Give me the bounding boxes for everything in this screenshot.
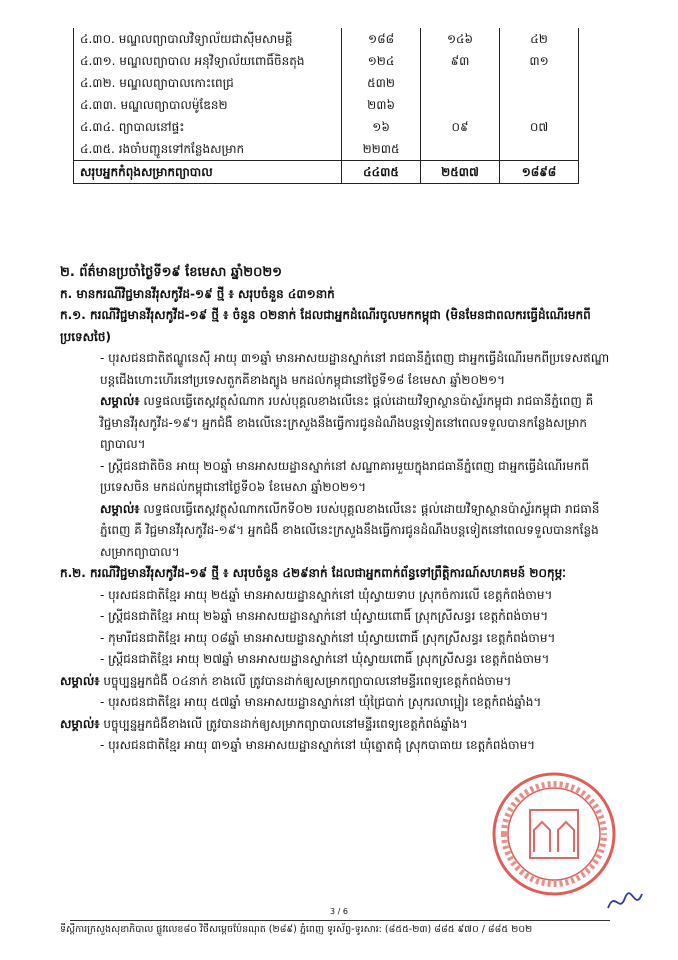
count-cell: ២៣៦	[342, 94, 421, 116]
table-row	[74, 138, 579, 161]
count-cell	[421, 138, 500, 161]
total-count-cell: ២៥៣៧	[421, 161, 500, 184]
table-row	[74, 116, 579, 138]
table-row	[74, 72, 579, 94]
count-cell: ២២៣៥	[342, 138, 421, 161]
case-line: - កុមារីជនជាតិខ្មែរ អាយុ ០៨ឆ្នាំ មានអាសយដ្ឋានស្នាក់នៅ ឃុំស្វាយពោធិ៍ ស្រុកស្រីសន្ធរ ខេត្តកំពង់ចាម។	[100, 630, 556, 645]
note-text: លទ្ធផលធ្វើតេស្តវត្ថុសំណាក របស់បុគ្គលខាងលើនេះ ផ្តល់ដោយវិទ្យាស្ថានប៉ាស្ទ័រកម្ពុជា រាជធានីភ្នំពេញ គឺ វិជ្ជមានវីរុសកូវីដ-១៩។ អ្នកជំងឺ ខាងលើនេះក្រសួងនឹងធ្វើការជូនដំណឹងបន្តទៀតនៅពេលទទួលបានកន្លែងសម្រាកព្យាបាល។	[100, 394, 594, 451]
count-cell	[421, 72, 500, 94]
count-cell: ៥៣២	[342, 72, 421, 94]
official-seal-stamp	[490, 770, 618, 898]
total-label-cell: សរុបអ្នកកំពុងសម្រាកព្យាបាល	[74, 161, 342, 184]
count-cell: ៩៣	[421, 50, 500, 72]
note-paragraph	[60, 499, 626, 564]
note-label: សម្គាល់៖	[100, 394, 140, 408]
total-count-cell: ៤៤៣៥	[342, 161, 421, 184]
total-count-cell: ១៨៩៨	[500, 161, 579, 184]
table-row	[74, 28, 579, 50]
case-paragraph: - បុរសជនជាតិឥណ្ឌូនេស៊ី អាយុ ៣១ឆ្នាំ មានអាសយដ្ឋានស្នាក់នៅ រាជធានីភ្នំពេញ ជាអ្នកធ្វើដំណើរមកពីប្រទេសឥណ្ឌា បន្តជើងហោះហើរនៅប្រទេសតួកគីខាងត្បូង មកដល់កម្ពុជានៅថ្ងៃទី១៨ ខែមេសា ឆ្នាំ២០២១។	[100, 351, 610, 387]
count-cell	[500, 94, 579, 116]
center-name-cell: ៤.៣១. មណ្ឌលព្យាបាល អនុវិទ្យាល័យពោធិ៍ចិនតុង	[74, 50, 342, 72]
count-cell: ១៤៦	[421, 28, 500, 50]
treatment-centers-table	[73, 28, 579, 184]
center-name-cell: ៤.៣៤. ព្យាបាលនៅផ្ទះ	[74, 116, 342, 138]
count-cell: ១៦	[342, 116, 421, 138]
count-cell	[500, 72, 579, 94]
note-label: សម្គាល់៖	[100, 501, 140, 516]
footer-divider	[70, 920, 610, 921]
section-heading: ២. ព័ត៌មានប្រចាំថ្ងៃទី១៩ ខែមេសា ឆ្នាំ២០២១	[60, 265, 283, 280]
note-paragraph	[60, 671, 626, 693]
count-cell: ១២៤	[342, 50, 421, 72]
count-cell: ០៩	[421, 116, 500, 138]
count-cell: ១៨៨	[342, 28, 421, 50]
subsection-heading-k1: ក.១. ករណីវិជ្ជមានវីរុសកូវីដ-១៩ ថ្មី ៖ ចំនួន ០២នាក់ ដែលជាអ្នកដំណើរចូលមកកម្ពុជា (មិនមែនជាពលករធ្វើដំណើរមកពីប្រទេសថៃ)	[60, 308, 591, 344]
case-line: - បុរសជនជាតិខ្មែរ អាយុ ៥៧ឆ្នាំ មានអាសយដ្ឋានស្នាក់នៅ ឃុំជ្រៃបាក់ ស្រុករលាប្អៀរ ខេត្តកំពង់ឆ្នាំង។	[100, 695, 542, 709]
note-text: បច្ចុប្បន្នអ្នកជំងឺខាងលើ ត្រូវបានដាក់ឲ្យសម្រាកព្យាបាលនៅមន្ទីរពេទ្យខេត្តកំពង់ឆ្នាំង។	[99, 716, 468, 731]
count-cell	[421, 94, 500, 116]
count-cell: ៤២	[500, 28, 579, 50]
center-name-cell: ៤.៣២. មណ្ឌលព្យាបាលកោះពេជ្រ	[74, 72, 342, 94]
note-label: សម្គាល់៖	[60, 716, 100, 731]
note-paragraph	[60, 391, 626, 456]
subsection-heading-k2: ក.២. ករណីវិជ្ជមានវីរុសកូវីដ-១៩ ថ្មី ៖ សរុបចំនួន ៤២៩នាក់ ដែលជាអ្នកពាក់ព័ន្ធទៅព្រឹត្តិការណ៍សហគមន៍ ២០កុម្ភៈ	[60, 566, 566, 580]
count-cell	[500, 138, 579, 161]
subsection-heading-k: ក. មានករណីវិជ្ជមានវីរុសកូវីដ-១៩ ថ្មី ៖ សរុបចំនួន ៤៣១នាក់	[60, 286, 335, 301]
count-cell: ០៧	[500, 116, 579, 138]
count-cell: ៣១	[500, 50, 579, 72]
note-label: សម្គាល់៖	[60, 673, 100, 688]
section-2	[60, 262, 626, 757]
table-row	[74, 50, 579, 72]
case-paragraph: - ស្ត្រីជនជាតិចិន អាយុ ២០ឆ្នាំ មានអាសយដ្ឋានស្នាក់នៅ សណ្ឋាគារមួយក្នុងរាជធានីភ្នំពេញ ជាអ្នកធ្វើដំណើរមកពីប្រទេសចិន មកដល់កម្ពុជានៅថ្ងៃទី០៦ ខែមេសា ឆ្នាំ២០២១។	[100, 458, 589, 494]
center-name-cell: ៤.៣៥. រងចាំបញ្ជូនទៅកន្លែងសម្រាក	[74, 138, 342, 161]
case-line: - បុរសជនជាតិខ្មែរ អាយុ ៣១ឆ្នាំ មានអាសយដ្ឋានស្នាក់នៅ ឃុំត្នោតជុំ ស្រុកបាធាយ ខេត្តកំពង់ចាម។	[100, 738, 536, 752]
case-line: - ស្ត្រីជនជាតិខ្មែរ អាយុ ២៧ឆ្នាំ មានអាសយដ្ឋានស្នាក់នៅ ឃុំស្វាយពោធិ៍ ស្រុកស្រីសន្ធរ ខេត្តកំពង់ចាម។	[100, 652, 550, 666]
case-line: - ស្ត្រីជនជាតិខ្មែរ អាយុ ២៦ឆ្នាំ មានអាសយដ្ឋានស្នាក់នៅ ឃុំស្វាយពោធិ៍ ស្រុកស្រីសន្ធរ ខេត្តកំពង់ចាម។	[100, 609, 549, 623]
page-number: 3 / 6	[330, 907, 348, 916]
total-row	[74, 161, 579, 184]
case-line: - បុរសជនជាតិខ្មែរ អាយុ ២៥ឆ្នាំ មានអាសយដ្ឋានស្នាក់នៅ ឃុំស្វាយទាប ស្រុកចំការលើ ខេត្តកំពង់ចាម។	[100, 587, 553, 602]
center-name-cell: ៤.៣៣. មណ្ឌលព្យាបាលម៉ូឌែន២	[74, 94, 342, 116]
center-name-cell: ៤.៣០. មណ្ឌលព្យាបាលវិទ្យាល័យជាស៊ីមសាមគ្គី	[74, 28, 342, 50]
note-text: បច្ចុប្បន្នអ្នកជំងឺ ០៤នាក់ ខាងលើ ត្រូវបានដាក់ឲ្យសម្រាកព្យាបាលនៅមន្ទីរពេទ្យខេត្តកំពង់ចាម។	[99, 673, 512, 688]
table-row	[74, 94, 579, 116]
note-text: លទ្ធផលធ្វើតេស្តវត្ថុសំណាកលើកទី០២ របស់បុគ្គលខាងលើនេះ ផ្តល់ដោយវិទ្យាស្ថានប៉ាស្ទ័រកម្ពុជា រាជធានីភ្នំពេញ គឺ វិជ្ជមានវីរុសកូវីដ-១៩។ អ្នកជំងឺ ខាងលើនេះក្រសួងនឹងធ្វើការជូនដំណឹងបន្តទៀតនៅពេលទទួលបានកន្លែងសម្រាកព្យាបាល។	[100, 501, 600, 559]
note-paragraph	[60, 714, 626, 736]
footer-address: ទីស្តីការក្រសួងសុខាភិបាល ផ្លូវលេខ៨០ វិថីសម្តេចប៉ែនណុត (២៨៩) ភ្នំពេញ ទូរស័ព្ទ-ទូរសារ: (៨៥៥-២៣) ៨៨៥ ៩៧០ / ៨៨៥ ២០២	[60, 924, 533, 935]
